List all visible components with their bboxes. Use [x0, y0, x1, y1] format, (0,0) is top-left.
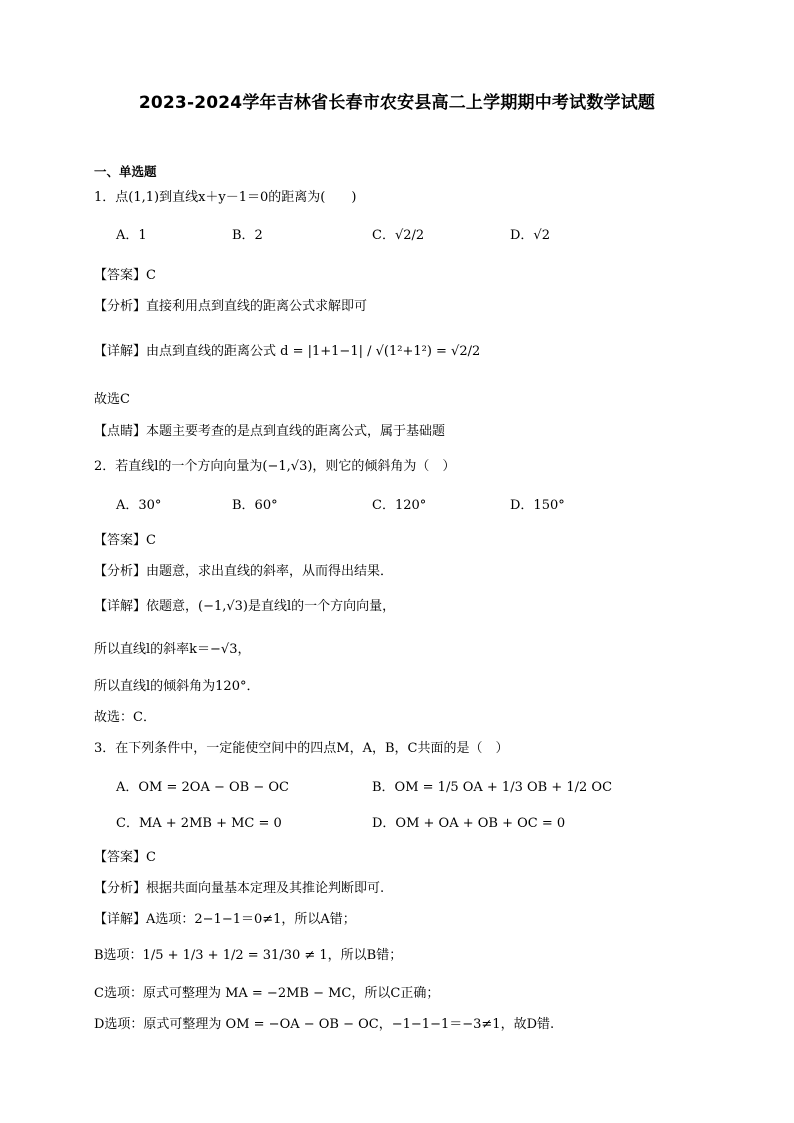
q3-option-b: B．OM = 1/5 OA + 1/3 OB + 1/2 OC [372, 780, 613, 795]
q1-comment: 【点睛】本题主要考查的是点到直线的距离公式，属于基础题 [94, 424, 446, 439]
q1-option-d: D．√2 [510, 228, 550, 243]
q2-option-c: C．120° [372, 498, 427, 513]
q1-answer: 【答案】C [94, 268, 156, 283]
q2-analysis: 【分析】由题意，求出直线的斜率，从而得出结果． [94, 564, 394, 579]
q2-conclusion: 故选：C． [94, 710, 156, 725]
q3-option-a: A．OM = 2OA − OB − OC [116, 780, 289, 795]
q3-answer: 【答案】C [94, 850, 156, 865]
q3-detail-b: B选项：1/5 + 1/3 + 1/2 = 31/30 ≠ 1，所以B错； [94, 948, 403, 963]
page-title: 2023-2024学年吉林省长春市农安县高二上学期期中考试数学试题 [138, 93, 656, 113]
q2-angle: 所以直线l的倾斜角为120°． [94, 679, 260, 694]
q1-option-a: A．1 [116, 228, 147, 243]
q3-option-d: D．OM + OA + OB + OC = 0 [372, 816, 566, 831]
q3-analysis: 【分析】根据共面向量基本定理及其推论判断即可. [94, 881, 385, 896]
q1-option-c: C．√2/2 [372, 228, 425, 243]
q3-option-c: C．MA + 2MB + MC = 0 [116, 816, 282, 831]
q2-options [116, 496, 696, 520]
q1-analysis: 【分析】直接利用点到直线的距离公式求解即可 [94, 299, 368, 314]
q3-options-row2 [116, 814, 696, 838]
q2-option-d: D．150° [510, 498, 565, 513]
q3-detail-a: 【详解】A选项：2−1−1＝0≠1，所以A错； [94, 912, 356, 927]
q1-options [116, 226, 696, 250]
q2-stem: 2．若直线l的一个方向向量为(−1,√3)，则它的倾斜角为（ ） [94, 459, 456, 474]
section-heading: 一、单选题 [94, 164, 157, 179]
q1-stem: 1．点(1,1)到直线x＋y－1＝0的距离为( ) [94, 190, 357, 205]
q2-option-a: A．30° [116, 498, 162, 513]
q2-detail: 【详解】依题意，(−1,√3)是直线l的一个方向向量， [94, 599, 396, 614]
q1-detail: 【详解】由点到直线的距离公式 d = |1+1−1| / √(1²+1²) = √2/2 [94, 344, 481, 359]
q2-answer: 【答案】C [94, 533, 156, 548]
q2-option-b: B．60° [232, 498, 278, 513]
q3-stem: 3．在下列条件中，一定能使空间中的四点M，A，B，C共面的是（ ） [94, 741, 509, 756]
q1-conclusion: 故选C [94, 392, 130, 407]
q1-option-b: B．2 [232, 228, 263, 243]
q3-detail-d: D选项：原式可整理为 OM = −OA − OB − OC，−1−1−1＝−3≠1，故D错. [94, 1017, 555, 1032]
q3-options-row1 [116, 778, 696, 802]
q3-detail-c: C选项：原式可整理为 MA = −2MB − MC，所以C正确； [94, 986, 440, 1001]
q2-slope: 所以直线l的斜率k＝−√3， [94, 642, 251, 657]
